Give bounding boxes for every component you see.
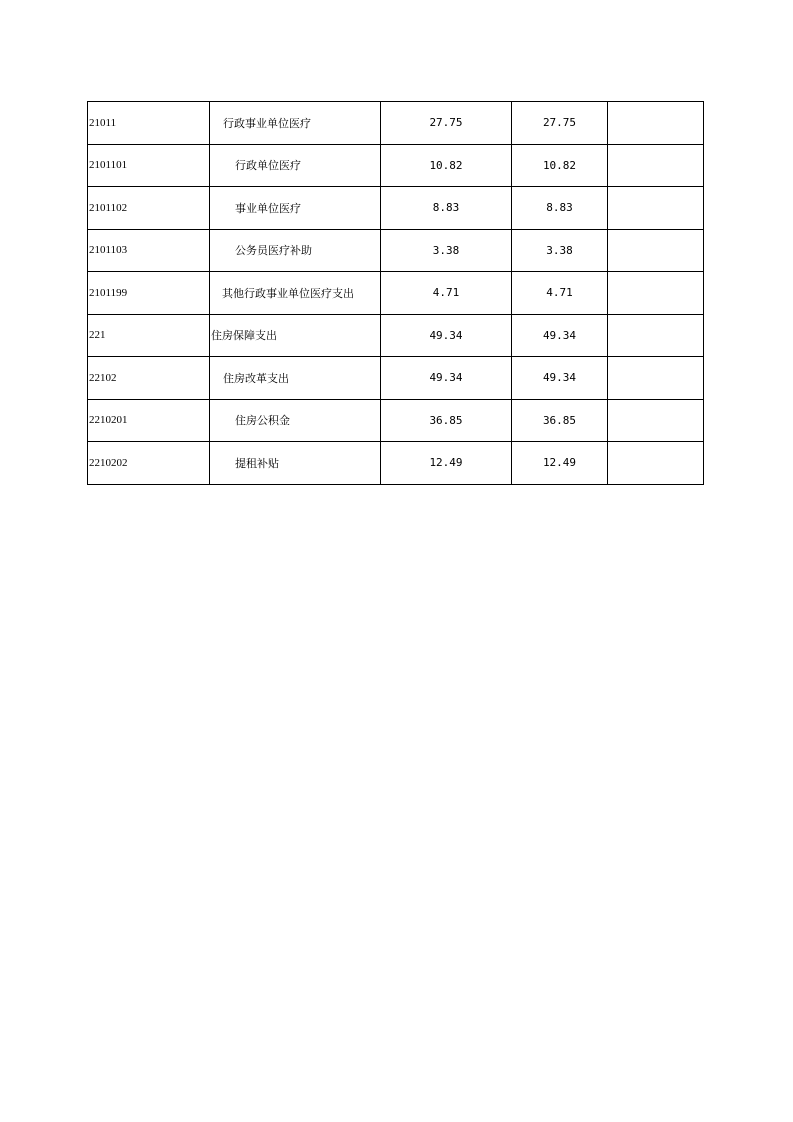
- subject-code-cell: 21011: [88, 102, 210, 145]
- amount-basic-cell: 27.75: [512, 102, 608, 145]
- amount-basic-cell: 49.34: [512, 357, 608, 400]
- amount-total-cell: 49.34: [381, 357, 512, 400]
- table-row: [88, 102, 704, 145]
- amount-project-cell: [608, 144, 704, 187]
- subject-name-cell: 提租补贴: [210, 442, 381, 485]
- amount-project-cell: [608, 272, 704, 315]
- subject-name-cell: 其他行政事业单位医疗支出: [210, 272, 381, 315]
- amount-basic-cell: 10.82: [512, 144, 608, 187]
- subject-name-cell: 公务员医疗补助: [210, 229, 381, 272]
- amount-basic-cell: 36.85: [512, 399, 608, 442]
- amount-project-cell: [608, 314, 704, 357]
- subject-name-cell: 行政单位医疗: [210, 144, 381, 187]
- amount-project-cell: [608, 229, 704, 272]
- table-row: [88, 144, 704, 187]
- table-row: [88, 314, 704, 357]
- amount-project-cell: [608, 442, 704, 485]
- subject-code-cell: 2210202: [88, 442, 210, 485]
- table-body: [88, 102, 704, 485]
- subject-name-cell: 行政事业单位医疗: [210, 102, 381, 145]
- amount-total-cell: 10.82: [381, 144, 512, 187]
- amount-total-cell: 49.34: [381, 314, 512, 357]
- amount-basic-cell: 3.38: [512, 229, 608, 272]
- table-row: [88, 399, 704, 442]
- amount-basic-cell: 12.49: [512, 442, 608, 485]
- subject-code-cell: 2210201: [88, 399, 210, 442]
- amount-total-cell: 8.83: [381, 187, 512, 230]
- amount-basic-cell: 8.83: [512, 187, 608, 230]
- table-row: [88, 272, 704, 315]
- subject-name-cell: 住房公积金: [210, 399, 381, 442]
- amount-total-cell: 36.85: [381, 399, 512, 442]
- subject-name-cell: 住房改革支出: [210, 357, 381, 400]
- amount-total-cell: 4.71: [381, 272, 512, 315]
- subject-name-cell: 住房保障支出: [210, 314, 381, 357]
- amount-basic-cell: 49.34: [512, 314, 608, 357]
- subject-code-cell: 2101199: [88, 272, 210, 315]
- subject-code-cell: 2101101: [88, 144, 210, 187]
- budget-expenditure-table: [87, 101, 704, 485]
- amount-total-cell: 3.38: [381, 229, 512, 272]
- subject-code-cell: 22102: [88, 357, 210, 400]
- table-row: [88, 357, 704, 400]
- amount-project-cell: [608, 357, 704, 400]
- amount-total-cell: 27.75: [381, 102, 512, 145]
- subject-code-cell: 2101102: [88, 187, 210, 230]
- table-row: [88, 229, 704, 272]
- subject-name-cell: 事业单位医疗: [210, 187, 381, 230]
- table-row: [88, 442, 704, 485]
- table-row: [88, 187, 704, 230]
- subject-code-cell: 2101103: [88, 229, 210, 272]
- amount-project-cell: [608, 187, 704, 230]
- amount-basic-cell: 4.71: [512, 272, 608, 315]
- amount-total-cell: 12.49: [381, 442, 512, 485]
- amount-project-cell: [608, 102, 704, 145]
- subject-code-cell: 221: [88, 314, 210, 357]
- amount-project-cell: [608, 399, 704, 442]
